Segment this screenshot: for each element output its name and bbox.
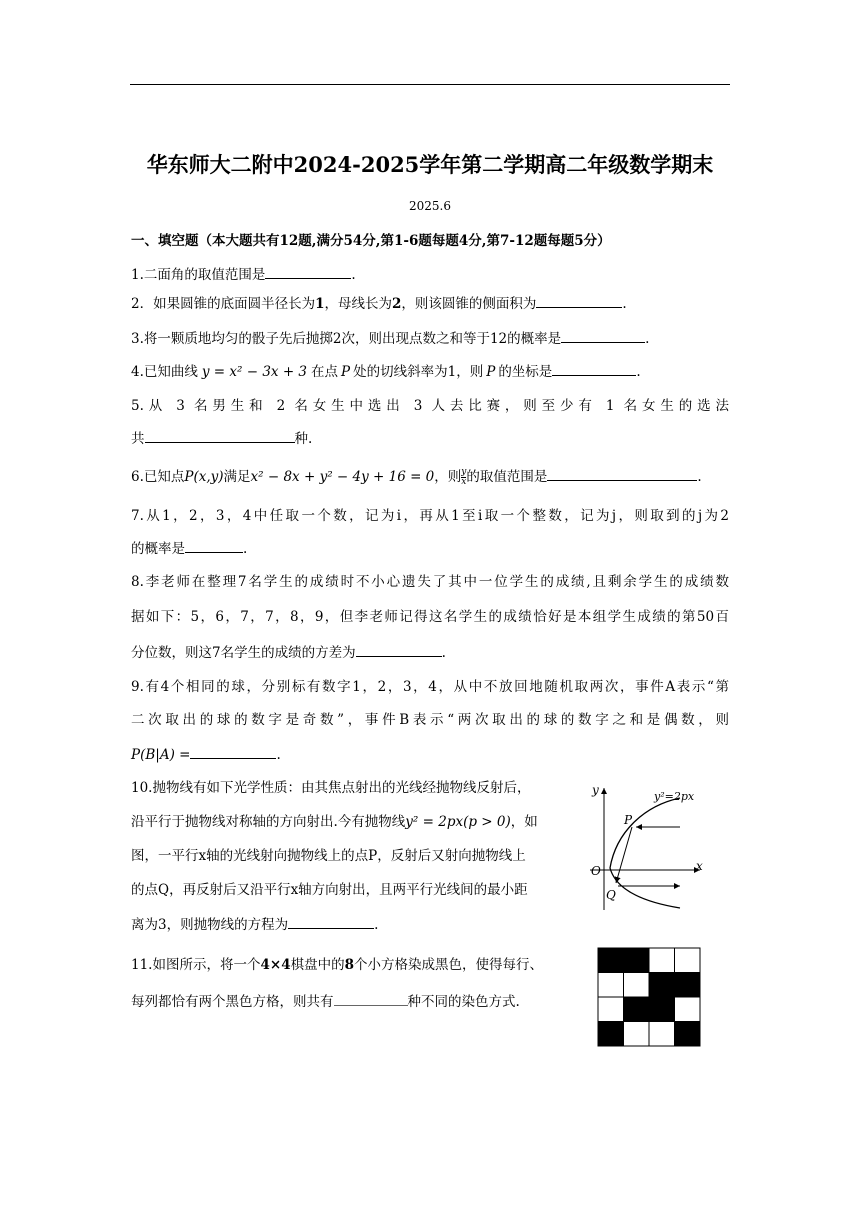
question-1-text: 1.二面角的取值范围是 — [131, 267, 266, 283]
question-9-line-1: 9.有4个相同的球，分别标有数字1，2，3，4，从中不放回地随机取两次，事件A表示“第 — [131, 679, 729, 695]
board-cell — [649, 973, 675, 998]
answer-blank-11[interactable] — [334, 991, 408, 1006]
label-p: P — [624, 813, 633, 827]
question-9-line-3 — [131, 744, 281, 765]
question-5-line-1: 5.从 3 名男生和 2 名女生中选出 3 人去比赛，则至少有 1 名女生的选法 — [131, 398, 729, 414]
label-q: Q — [606, 888, 616, 902]
board-cell — [675, 948, 701, 973]
question-7-line-2 — [131, 538, 247, 559]
board-cell — [675, 973, 701, 998]
question-8-text-a: 分位数，则这7名学生的成绩的方差为 — [131, 645, 356, 661]
label-x: x — [696, 859, 703, 873]
question-6-text-a: 6.已知点 — [131, 469, 185, 485]
label-equation: y²=2px — [654, 790, 695, 803]
answer-blank-6[interactable] — [547, 466, 697, 481]
question-2-text-c: ，则该圆锥的侧面积为 — [401, 296, 537, 312]
question-6-text-c: ，则 — [434, 469, 462, 485]
question-8-end: . — [441, 645, 446, 661]
board-cell — [649, 997, 675, 1022]
question-11-text-e: 种不同的染色方式. — [407, 994, 520, 1010]
question-10-text-a: 沿平行于抛物线对称轴的方向射出.今有抛物线 — [131, 814, 406, 830]
question-6-text-d: 的取值范围是 — [466, 469, 548, 485]
question-2-radius: 1 — [315, 296, 325, 312]
question-4-text-c: 处的切线斜率为1，则 — [353, 364, 484, 380]
question-6-equation: x² − 8x + y² − 4y + 16 = 0 — [250, 469, 435, 485]
question-2-end: . — [622, 296, 627, 312]
section-title: 一、填空题（本大题共有12题,满分54分,第1-6题每题4分,第7-12题每题5分） — [131, 233, 611, 249]
question-5-text-b: 种. — [294, 431, 313, 447]
board-cell — [598, 973, 624, 998]
question-2 — [131, 293, 627, 314]
parabola-curve — [610, 798, 680, 908]
label-y: y — [592, 783, 599, 797]
answer-blank-4[interactable] — [552, 361, 636, 376]
parabola-figure — [588, 778, 720, 912]
header-rule — [130, 84, 730, 85]
question-10-line-5 — [131, 914, 378, 935]
board-cell — [675, 1022, 701, 1047]
question-8-line-3 — [131, 642, 446, 663]
question-4-text-d: 的坐标是 — [498, 364, 553, 380]
question-3-end: . — [645, 331, 650, 347]
question-2-text-a: 2．如果圆锥的底面圆半径长为 — [131, 296, 316, 312]
answer-blank-2[interactable] — [536, 293, 622, 308]
question-1-end: . — [351, 267, 356, 283]
question-11-text-b: 棋盘中的 — [290, 957, 345, 973]
question-4-end: . — [636, 364, 641, 380]
question-7-line-1: 7.从1，2，3，4中任取一个数，记为i，再从1至i取一个整数，记为j，则取到的j为2 — [131, 508, 729, 524]
board-cell — [624, 997, 650, 1022]
exam-date: 2025.6 — [409, 199, 451, 213]
question-11-board-size: 4×4 — [260, 957, 291, 973]
question-11-text-d: 每列都恰有两个黑色方格，则共有 — [131, 994, 334, 1010]
board-cell — [598, 948, 624, 973]
question-11-text-a: 11.如图所示，将一个 — [131, 957, 261, 973]
question-8-line-1: 8.李老师在整理7名学生的成绩时不小心遗失了其中一位学生的成绩,且剩余学生的成绩数 — [131, 574, 729, 590]
question-4-point-2: P — [486, 364, 496, 380]
board-cell — [624, 973, 650, 998]
question-3 — [131, 328, 649, 349]
question-2-text-b: ，母线长为 — [324, 296, 392, 312]
answer-blank-1[interactable] — [265, 264, 351, 279]
page-title: 华东师大二附中2024-2025学年第二学期高二年级数学期末 — [146, 152, 714, 177]
checkerboard-figure — [597, 947, 701, 1047]
question-2-slant: 2 — [392, 296, 402, 312]
answer-blank-9[interactable] — [190, 744, 276, 759]
answer-blank-7[interactable] — [185, 538, 243, 553]
question-10-line-4: 的点Q，再反射后又沿平行x轴方向射出，且两平行光线间的最小距 — [131, 882, 528, 898]
question-5-text-a: 共 — [131, 431, 145, 447]
question-10-text-c: 离为3，则抛物线的方程为 — [131, 917, 289, 933]
answer-blank-10[interactable] — [288, 914, 374, 929]
question-11-line-1 — [131, 955, 543, 975]
question-11-text-c: 个小方格染成黑色，使得每行、 — [354, 957, 543, 973]
question-6 — [131, 466, 702, 487]
question-4-equation: y = x² − 3x + 3 — [201, 364, 308, 380]
question-10-line-3: 图，一平行x轴的光线射向抛物线上的点P，反射后又射向抛物线上 — [131, 848, 526, 864]
board-cell — [624, 948, 650, 973]
question-11-count: 8 — [344, 957, 354, 973]
question-8-line-2: 据如下：5，6，7，7，8，9，但李老师记得这名学生的成绩恰好是本组学生成绩的第50百 — [131, 609, 729, 625]
question-4-point: P — [341, 364, 351, 380]
board-cell — [649, 1022, 675, 1047]
question-7-text-a: 的概率是 — [131, 541, 185, 557]
question-4 — [131, 361, 641, 382]
board-cell — [649, 948, 675, 973]
board-cell — [624, 1022, 650, 1047]
label-origin: O — [591, 864, 601, 878]
question-6-point: P(x,y) — [184, 469, 224, 485]
question-3-text: 3.将一颗质地均匀的骰子先后抛掷2次，则出现点数之和等于12的概率是 — [131, 331, 562, 347]
question-10-end: . — [374, 917, 379, 933]
question-1 — [131, 264, 356, 285]
question-9-expression: P(B|A) = — [131, 747, 191, 763]
question-4-text-a: 4.已知曲线 — [131, 364, 198, 380]
question-5-line-2 — [131, 428, 312, 449]
question-9-line-2: 二次取出的球的数字是奇数”，事件B表示“两次取出的球的数字之和是偶数，则 — [131, 712, 729, 728]
answer-blank-5[interactable] — [145, 428, 295, 443]
question-6-end: . — [697, 469, 702, 485]
board-cell — [675, 997, 701, 1022]
question-11-line-2 — [131, 991, 520, 1012]
reflected-ray — [616, 827, 632, 883]
answer-blank-3[interactable] — [561, 328, 645, 343]
board-cell — [598, 997, 624, 1022]
question-4-text-b: 在点 — [311, 364, 339, 380]
fraction-numerator: y — [461, 467, 467, 477]
question-10-line-1: 10.抛物线有如下光学性质：由其焦点射出的光线经抛物线反射后， — [131, 780, 531, 796]
answer-blank-8[interactable] — [356, 642, 442, 657]
question-10-text-b: ，如 — [510, 814, 538, 830]
question-9-end: . — [276, 747, 281, 763]
question-10-line-2 — [131, 812, 538, 832]
question-6-text-b: 满足 — [223, 469, 251, 485]
fraction-denominator: x — [461, 477, 467, 487]
board-cell — [598, 1022, 624, 1047]
question-7-end: . — [243, 541, 248, 557]
question-10-equation: y² = 2px(p > 0) — [405, 814, 511, 830]
